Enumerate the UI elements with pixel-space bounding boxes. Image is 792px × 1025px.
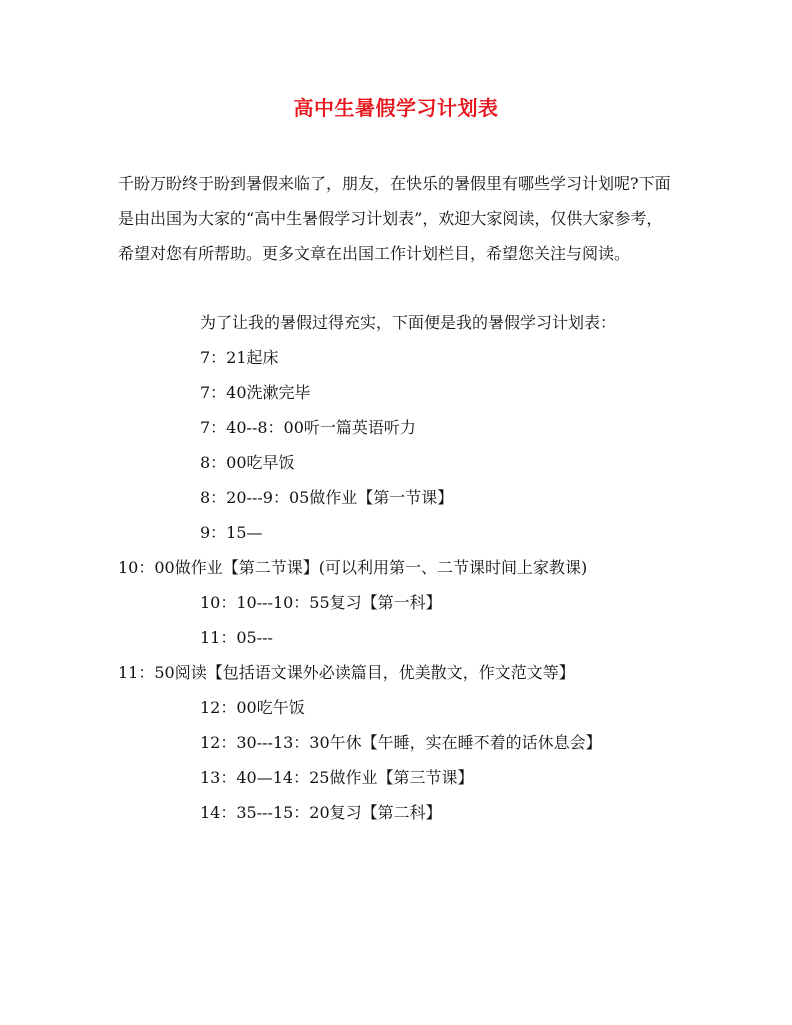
intro-paragraph: 千盼万盼终于盼到暑假来临了，朋友，在快乐的暑假里有哪些学习计划呢?下面是由出国为大家的“高中生暑假学习计划表”，欢迎大家阅读，仅供大家参考，希望对您有所帮助。更多文章在出国工作计划栏目，希望您关注与阅读。	[118, 174, 671, 263]
schedule-item: 9：15—	[200, 523, 263, 542]
schedule-item: 8：00吃早饭	[200, 453, 295, 472]
schedule-item: 12：00吃午饭	[200, 698, 305, 717]
schedule-item: 13：40—14：25做作业【第三节课】	[200, 768, 474, 787]
schedule-item: 10：00做作业【第二节课】(可以利用第一、二节课时间上家教课)	[118, 558, 588, 577]
schedule-item: 7：21起床	[200, 348, 279, 367]
schedule-item: 11：50阅读【包括语文课外必读篇目，优美散文，作文范文等】	[118, 663, 575, 682]
document-title: 高中生暑假学习计划表	[293, 96, 499, 120]
schedule-item: 8：20---9：05做作业【第一节课】	[200, 488, 454, 507]
schedule-item: 12：30---13：30午休【午睡，实在睡不着的话休息会】	[200, 733, 602, 752]
schedule-item: 10：10---10：55复习【第一科】	[200, 593, 442, 612]
schedule-item: 11：05---	[200, 628, 273, 647]
schedule-lead: 为了让我的暑假过得充实，下面便是我的暑假学习计划表：	[200, 313, 617, 332]
schedule-item: 7：40洗漱完毕	[200, 383, 311, 402]
schedule-item: 7：40--8：00听一篇英语听力	[200, 418, 416, 437]
schedule-item: 14：35---15：20复习【第二科】	[200, 803, 442, 822]
